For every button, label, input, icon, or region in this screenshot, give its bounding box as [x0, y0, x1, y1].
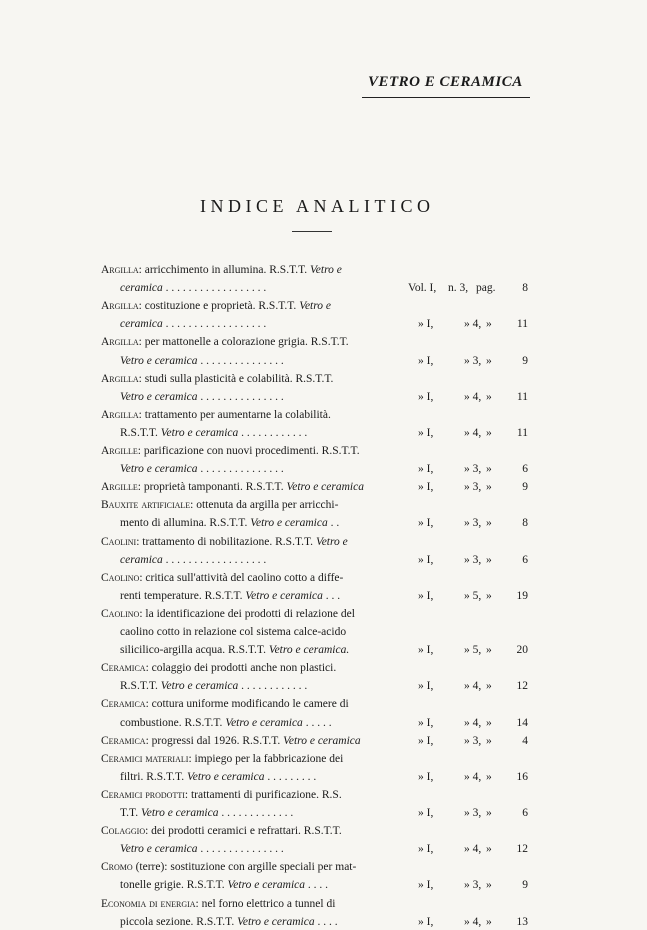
ref-page-label: » — [486, 680, 492, 693]
entry-text: : progressi dal 1926. R.S.T.T. — [145, 734, 284, 747]
entry-continuation-line — [120, 280, 266, 296]
running-head: VETRO E CERAMICA — [368, 74, 523, 90]
ref-page-label: » — [486, 644, 492, 657]
entry-text: mento di allumina. R.S.T.T. — [120, 517, 251, 530]
entry-reference — [418, 877, 528, 893]
entry-first-line — [101, 570, 343, 586]
ref-page-label: » — [486, 716, 492, 729]
entry-continuation-line — [120, 389, 284, 405]
entry-text: : impiego per la fabbricazione dei — [188, 752, 344, 765]
entry-leader: . . . — [322, 589, 341, 602]
entry-headword: Ceramica — [101, 662, 146, 675]
entry-leader: . . . . . . . . . . . . . . . — [197, 843, 284, 856]
entry-journal: Vetro e ceramica — [250, 517, 328, 530]
entry-reference — [418, 678, 528, 694]
entry-text: : per mattonelle a colorazione grigia. R.S.T.T. — [138, 336, 349, 349]
ref-volume: » I, — [418, 553, 434, 566]
entry-headword: Bauxite artificiale — [101, 499, 191, 512]
ref-page-label: » — [486, 517, 492, 530]
entry-text: : proprietà tamponanti. R.S.T.T. — [137, 481, 287, 494]
ref-page-number: 12 — [516, 680, 528, 693]
entry-headword: Cromo — [101, 861, 133, 874]
ref-volume: » I, — [418, 463, 434, 476]
ref-page-label: » — [486, 463, 492, 476]
entry-headword: Argille — [101, 481, 138, 494]
entry-first-line — [101, 371, 333, 387]
entry-leader: . . . . . . . . . — [264, 770, 317, 783]
entry-journal: Vetro e ceramica — [227, 879, 306, 892]
entry-reference — [418, 805, 528, 821]
ref-page-label: » — [486, 354, 492, 367]
entry-reference — [418, 425, 528, 441]
ref-number: » 3, — [464, 517, 482, 530]
entry-text: caolino cotto in relazione col sistema calce-acido — [120, 626, 347, 638]
entry-journal: Vetro e ceramica — [237, 915, 315, 928]
entry-journal: ceramica — [120, 282, 163, 295]
entry-reference — [418, 588, 528, 604]
entry-headword: Argilla — [101, 264, 139, 276]
entry-journal: Vetro e — [315, 535, 348, 548]
ref-page-label: » — [486, 318, 492, 331]
ref-page-number: 19 — [516, 589, 528, 602]
entry-text: : costituzione e proprietà. R.S.T.T. — [138, 300, 300, 313]
entry-text: filtri. R.S.T.T. — [120, 770, 187, 783]
entry-journal: Vetro e ceramica — [186, 770, 265, 783]
ref-volume: » I, — [418, 716, 434, 729]
entry-headword: Caolino — [101, 607, 140, 620]
entry-continuation-line — [120, 461, 284, 477]
entry-first-line — [101, 696, 349, 712]
ref-volume: » I, — [418, 644, 434, 657]
ref-page-label: » — [486, 390, 492, 403]
entry-leader: . . . . — [314, 915, 338, 928]
index-title-text: INDICE ANALITICO — [200, 196, 435, 216]
entry-reference — [418, 769, 528, 785]
entry-continuation-line — [120, 769, 316, 785]
ref-page-number: 6 — [522, 463, 528, 476]
entry-leader: . . . . . . . . . . . . . . . — [197, 390, 284, 403]
ref-page-number: 8 — [522, 282, 528, 295]
ref-page-number: 9 — [522, 879, 528, 892]
ref-page-label: pag. — [476, 282, 496, 295]
ref-page-label: » — [486, 553, 492, 566]
ref-number: » 3, — [464, 807, 482, 819]
entry-continuation-line — [120, 805, 293, 821]
ref-page-label: » — [486, 734, 492, 747]
entry-reference — [418, 841, 528, 857]
entry-text: : studi sulla plasticità e colabilità. R.S.T.T. — [138, 372, 334, 385]
ref-volume: » I, — [418, 589, 434, 602]
ref-page-number: 14 — [516, 716, 528, 729]
entry-reference — [418, 515, 528, 531]
ref-volume: » I, — [418, 879, 434, 892]
entry-first-line — [101, 443, 360, 459]
ref-number: » 3, — [464, 734, 482, 747]
entry-first-line — [101, 407, 331, 423]
ref-page-number: 6 — [522, 553, 528, 566]
entry-first-line — [101, 660, 336, 676]
entry-text: : ottenuta da argilla per arricchi- — [190, 499, 339, 512]
entry-headword: Caolini — [101, 535, 137, 548]
entry-text: R.S.T.T. — [120, 426, 161, 439]
entry-first-line — [101, 334, 349, 350]
ref-page-number: 12 — [516, 843, 528, 856]
ref-number: » 3, — [464, 481, 482, 494]
entry-text: piccola sezione. R.S.T.T. — [120, 915, 238, 928]
entry-journal: Vetro e ceramica — [160, 426, 239, 439]
ref-page-number: 8 — [522, 517, 528, 530]
entry-first-line — [101, 298, 331, 314]
ref-number: » 4, — [464, 426, 482, 439]
entry-leader: . . . . . . . . . . . . . . . . . . — [162, 282, 267, 295]
ref-page-label: » — [486, 589, 492, 602]
entry-headword: Economia di energia — [101, 897, 196, 910]
entry-first-line — [101, 787, 342, 803]
entry-reference — [418, 353, 528, 369]
entry-leader: . . . . . . . . . . . . . — [218, 807, 294, 819]
entry-first-line — [101, 823, 342, 839]
ref-page-number: 11 — [516, 426, 528, 439]
entry-first-line — [101, 896, 335, 912]
entry-journal: Vetro e — [310, 264, 342, 276]
entry-first-line — [101, 534, 348, 550]
entry-headword: Argilla — [101, 300, 139, 313]
ref-volume: » I, — [418, 843, 434, 856]
entry-text: : parificazione con nuovi procedimenti. R.S.T.T. — [137, 445, 360, 457]
entry-continuation-line — [120, 588, 340, 604]
entry-journal: Vetro e ceramica — [160, 680, 239, 693]
ref-page-label: » — [486, 426, 492, 439]
entry-first-line — [101, 479, 364, 495]
entry-reference — [418, 642, 528, 658]
ref-page-label: » — [486, 879, 492, 892]
ref-page-label: » — [486, 481, 492, 494]
ref-number: » 4, — [464, 915, 482, 928]
entry-headword: Argilla — [101, 408, 139, 421]
entry-continuation-line — [120, 678, 307, 694]
entry-text: : nel forno elettrico a tunnel di — [195, 897, 336, 910]
ref-volume: » I, — [418, 318, 434, 331]
entry-leader: . . . . . . . . . . . . . . . . . . — [162, 318, 267, 331]
entry-journal: Vetro e ceramica — [286, 481, 364, 494]
ref-page-label: » — [486, 770, 492, 783]
entry-text: R.S.T.T. — [120, 680, 161, 693]
ref-number: » 5, — [464, 644, 482, 657]
ref-number: » 3, — [464, 463, 482, 476]
entry-headword: Argilla — [101, 372, 139, 385]
ref-page-number: 13 — [516, 915, 528, 928]
entry-headword: Ceramici prodotti — [101, 788, 185, 801]
entry-headword: Colaggio — [101, 825, 146, 838]
entry-continuation-line — [120, 642, 349, 658]
entry-first-line — [101, 606, 355, 622]
entry-text: : colaggio dei prodotti anche non plastici. — [145, 662, 337, 675]
ref-page-number: 16 — [516, 770, 528, 783]
ref-number: » 3, — [464, 553, 482, 566]
entry-leader: . . . . — [305, 879, 329, 892]
entry-journal: Vetro e ceramica — [120, 463, 198, 476]
ref-number: » 4, — [464, 680, 482, 693]
entry-journal: ceramica — [120, 318, 163, 331]
entry-text: tonelle grigie. R.S.T.T. — [120, 879, 228, 892]
entry-text: : dei prodotti ceramici e refrattari. R.S.T.T. — [145, 825, 342, 838]
entry-journal: Vetro e ceramica — [120, 843, 198, 856]
entry-text: : trattamento di nobilitazione. R.S.T.T. — [136, 535, 316, 548]
title-rule — [292, 231, 332, 232]
ref-number: n. 3, — [448, 282, 469, 295]
entry-text: silicilico-argilla acqua. R.S.T.T. — [120, 644, 269, 657]
ref-volume: » I, — [418, 807, 434, 819]
entry-continuation-line — [120, 515, 339, 531]
entry-text: : la identificazione dei prodotti di relazione del — [139, 607, 355, 620]
ref-number: » 3, — [464, 354, 482, 367]
entry-headword: Argilla — [101, 336, 139, 349]
ref-volume: » I, — [418, 770, 434, 783]
entry-headword: Ceramica — [101, 734, 146, 747]
entry-continuation-line — [120, 914, 338, 930]
entry-reference — [418, 715, 528, 731]
ref-page-label: » — [486, 843, 492, 856]
entry-reference — [408, 280, 528, 296]
ref-volume: » I, — [418, 517, 434, 530]
entry-first-line — [101, 751, 343, 767]
entry-journal: Vetro e ceramica — [245, 589, 323, 602]
entry-headword: Ceramica — [101, 698, 146, 711]
ref-volume: » I, — [418, 426, 434, 439]
entry-continuation-line — [120, 841, 284, 857]
entry-reference — [418, 914, 528, 930]
entry-continuation-line — [120, 552, 266, 568]
entry-leader: . . . . . . . . . . . . . . . — [197, 463, 284, 476]
entry-leader: . . . . . . . . . . . . — [238, 426, 308, 439]
entry-text: : critica sull'attività del caolino cotto a diffe- — [139, 571, 344, 584]
entry-reference — [418, 461, 528, 477]
ref-volume: » I, — [418, 680, 434, 693]
ref-volume: Vol. I, — [408, 282, 437, 295]
entry-reference — [418, 552, 528, 568]
entry-text: renti temperature. R.S.T.T. — [120, 589, 246, 602]
entry-leader: . . . . . . . . . . . . . . . — [197, 354, 284, 367]
entry-text: : trattamenti di purificazione. R.S. — [184, 788, 342, 801]
entry-headword: Caolino — [101, 571, 140, 584]
ref-page-number: 4 — [522, 734, 528, 747]
ref-volume: » I, — [418, 354, 434, 367]
entry-journal: Vetro e ceramica — [120, 390, 198, 403]
entry-text: : trattamento per aumentarne la colabilità. — [138, 408, 331, 421]
running-head-rule — [362, 97, 530, 98]
ref-number: » 4, — [464, 843, 482, 856]
ref-volume: » I, — [418, 734, 434, 747]
entry-journal: Vetro e ceramica — [225, 716, 303, 729]
ref-volume: » I, — [418, 390, 434, 403]
entry-journal: Vetro e ceramica — [283, 734, 361, 747]
entry-reference — [418, 733, 528, 749]
entry-first-line — [101, 859, 356, 875]
entry-journal: Vetro e ceramica — [140, 807, 219, 819]
entry-text: : cottura uniforme modificando le camere di — [145, 698, 349, 711]
entry-leader: . . . . . . . . . . . . . . . . . . — [162, 553, 267, 566]
ref-number: » 3, — [464, 879, 482, 892]
entry-leader: . . — [327, 517, 340, 530]
entry-text: T.T. — [120, 807, 141, 819]
entry-journal: ceramica — [120, 553, 163, 566]
ref-page-number: 6 — [522, 807, 528, 819]
entry-first-line — [101, 262, 342, 278]
ref-page-number: 11 — [516, 390, 528, 403]
entry-headword: Argille — [101, 445, 138, 457]
entry-journal: Vetro e — [299, 300, 332, 313]
entry-journal: Vetro e ceramica. — [268, 644, 350, 657]
ref-page-number: 9 — [522, 481, 528, 494]
ref-page-number: 20 — [516, 644, 528, 657]
entry-first-line — [101, 733, 361, 749]
ref-page-label: » — [486, 807, 492, 819]
entry-text: : arricchimento in allumina. R.S.T.T. — [138, 264, 311, 276]
ref-volume: » I, — [418, 481, 434, 494]
entry-continuation-line — [120, 715, 332, 731]
entry-reference — [418, 389, 528, 405]
entry-headword: Ceramici materiali — [101, 752, 189, 765]
ref-number: » 4, — [464, 318, 482, 331]
ref-number: » 4, — [464, 716, 482, 729]
entry-text: combustione. R.S.T.T. — [120, 716, 226, 729]
entry-text: (terre): sostituzione con argille speciali per mat- — [132, 861, 357, 874]
ref-page-number: 11 — [516, 318, 528, 331]
ref-page-label: » — [486, 915, 492, 928]
ref-number: » 4, — [464, 770, 482, 783]
entry-journal: Vetro e ceramica — [120, 354, 198, 367]
ref-volume: » I, — [418, 915, 434, 928]
ref-number: » 4, — [464, 390, 482, 403]
entry-leader: . . . . . — [302, 716, 332, 729]
entry-continuation-line — [120, 425, 307, 441]
ref-page-number: 9 — [522, 354, 528, 367]
entry-reference — [418, 316, 528, 332]
ref-number: » 5, — [464, 589, 482, 602]
entry-first-line — [101, 497, 338, 513]
entry-continuation-line — [120, 353, 284, 369]
entry-continuation-line — [120, 624, 346, 640]
entry-continuation-line — [120, 877, 328, 893]
entry-continuation-line — [120, 316, 266, 332]
entry-leader: . . . . . . . . . . . . — [238, 680, 308, 693]
entry-reference — [418, 479, 528, 495]
